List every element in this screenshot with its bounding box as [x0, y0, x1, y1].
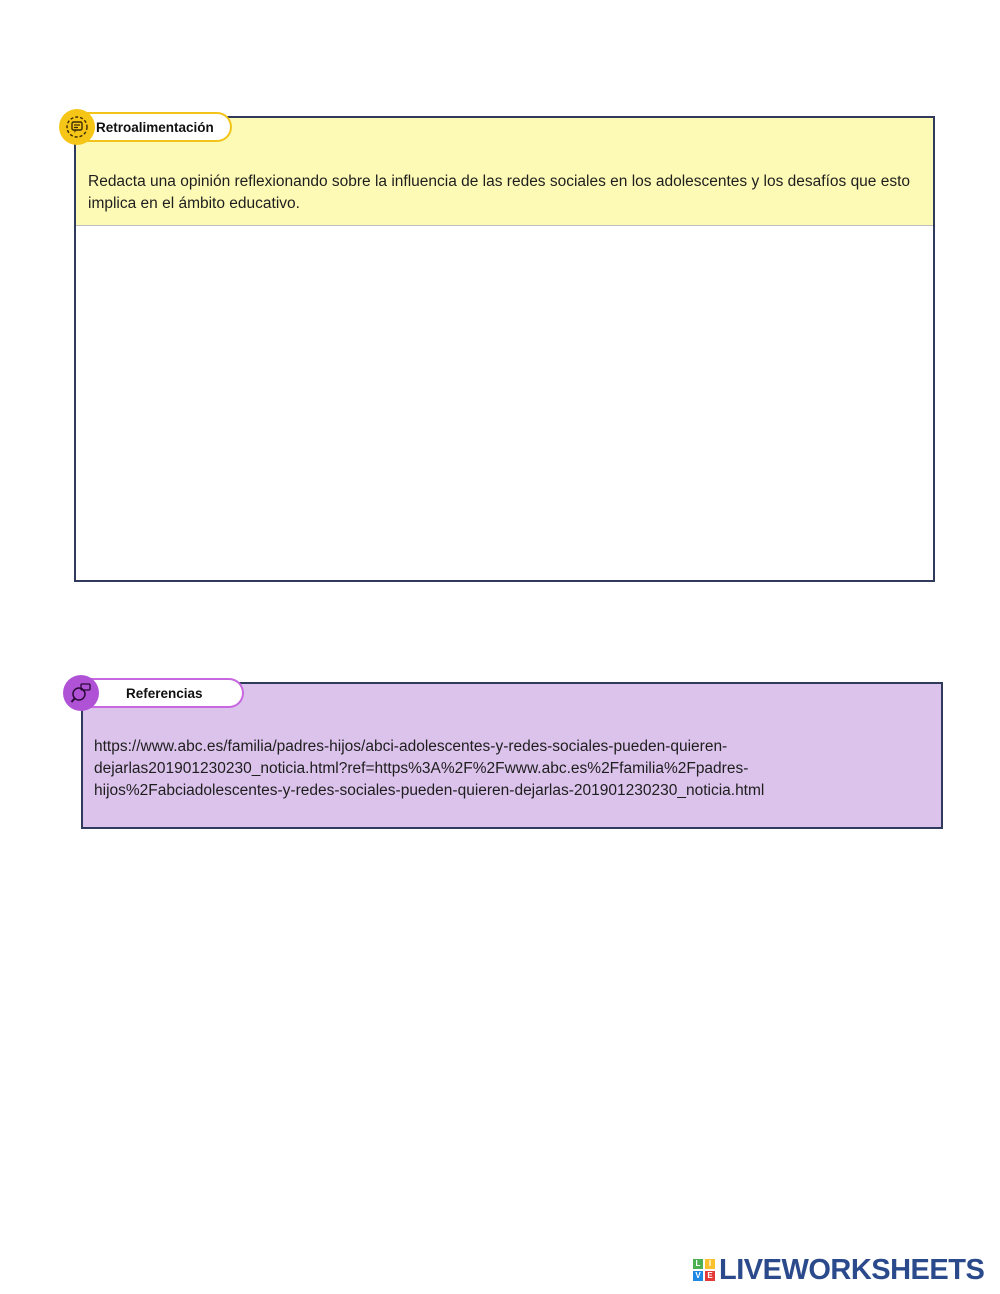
magnifier-chat-icon	[63, 675, 99, 711]
reference-line: hijos%2Fabciadolescentes-y-redes-sociales-pueden-quieren-dejarlas-201901230230_noticia.html	[94, 782, 765, 799]
answer-textarea[interactable]	[78, 227, 931, 579]
feedback-prompt-text: Redacta una opinión reflexionando sobre la influencia de las redes sociales en los adolescentes y los desafíos que esto implica en el ámbito educativo.	[88, 173, 911, 212]
logo-letter: V	[693, 1271, 703, 1281]
references-text	[94, 736, 929, 802]
references-badge	[84, 678, 244, 708]
logo-grid	[693, 1259, 715, 1281]
liveworksheets-logo	[693, 1253, 984, 1287]
reference-line: https://www.abc.es/familia/padres-hijos/abci-adolescentes-y-redes-sociales-pueden-quieren-	[94, 738, 728, 755]
references-badge-label: Referencias	[126, 685, 203, 701]
logo-wordmark: LIVEWORKSHEETS	[719, 1253, 985, 1286]
feedback-badge-label: Retroalimentación	[96, 119, 214, 135]
feedback-panel	[74, 116, 935, 582]
logo-letter: E	[705, 1271, 715, 1281]
reference-line: dejarlas201901230230_noticia.html?ref=https%3A%2F%2Fwww.abc.es%2Ffamilia%2Fpadres-	[94, 760, 749, 777]
logo-letter: I	[705, 1259, 715, 1269]
feedback-badge	[74, 112, 232, 142]
logo-letter: L	[693, 1259, 703, 1269]
brain-gear-icon	[59, 109, 95, 145]
